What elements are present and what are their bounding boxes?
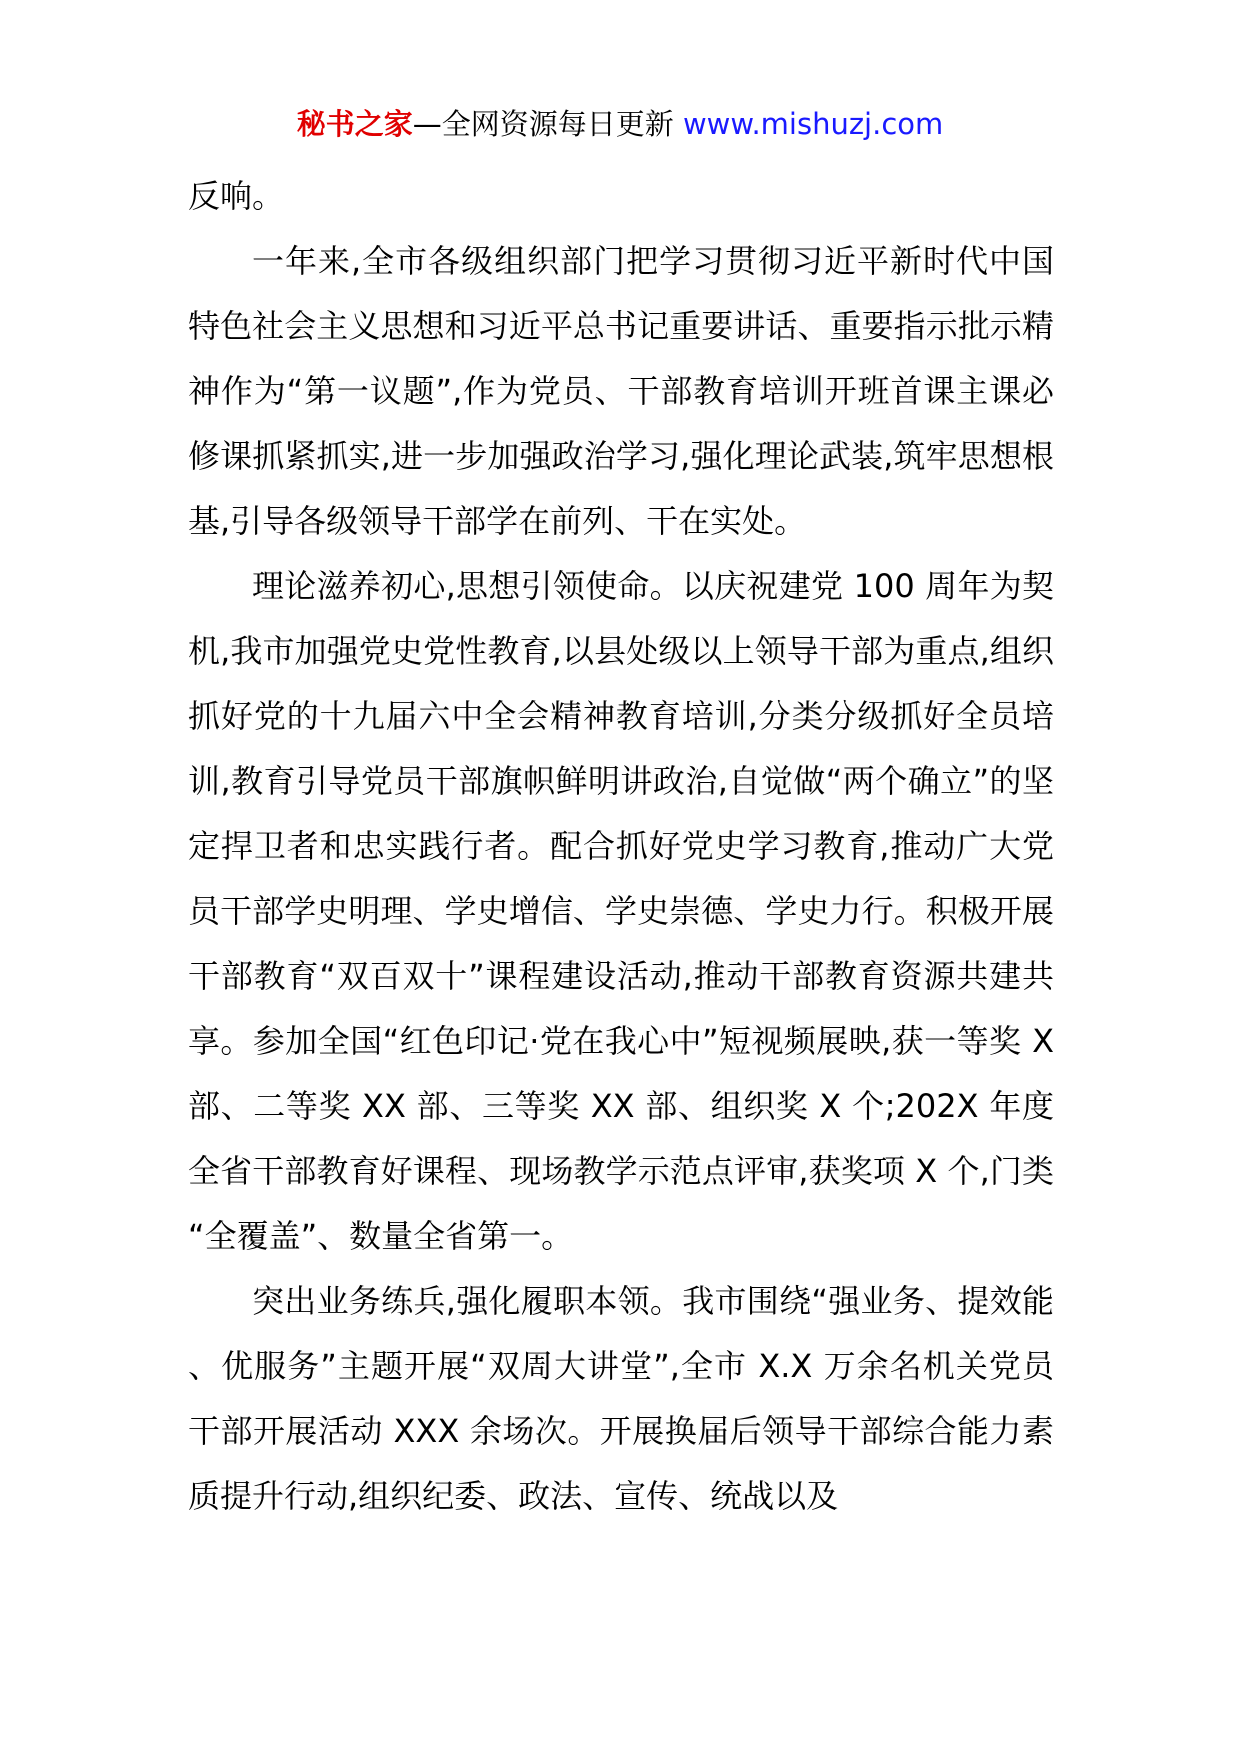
paragraph: 一年来,全市各级组织部门把学习贯彻习近平新时代中国特色社会主义思想和习近平总书记重要讲话、重要指示批示精神作为“第一议题”,作为党员、干部教育培训开班首课主课必修课抓紧抓实,进一步加强政治学习,强化理论武装,筑牢思想根基,引导各级领导干部学在前列、干在实处。 <box>188 242 1054 540</box>
header-tagline: —全网资源每日更新 <box>412 107 674 141</box>
page-header <box>0 104 1240 144</box>
paragraph-continuation: 反响。 <box>188 177 285 215</box>
paragraph: 突出业务练兵,强化履职本领。我市围绕“强业务、提效能、优服务”主题开展“双周大讲堂”,全市 X.X 万余名机关党员干部开展活动 XXX 余场次。开展换届后领导干部综合能力素质提升行动,组织纪委、政法、宣传、统战以及 <box>188 1282 1054 1515</box>
brand-name: 秘书之家 <box>296 107 413 141</box>
document-body <box>188 164 1054 1529</box>
site-url-link[interactable]: www.mishuzj.com <box>682 107 944 141</box>
paragraph: 理论滋养初心,思想引领使命。以庆祝建党 100 周年为契机,我市加强党史党性教育,以县处级以上领导干部为重点,组织抓好党的十九届六中全会精神教育培训,分类分级抓好全员培训,教育引导党员干部旗帜鲜明讲政治,自觉做“两个确立”的坚定捍卫者和忠实践行者。配合抓好党史学习教育,推动广大党员干部学史明理、学史增信、学史崇德、学史力行。积极开展干部教育“双百双十”课程建设活动,推动干部教育资源共建共享。参加全国“红色印记·党在我心中”短视频展映,获一等奖 X 部、二等奖 XX 部、三等奖 XX 部、组织奖 X 个;202X 年度全省干部教育好课程、现场教学示范点评审,获奖项 X 个,门类“全覆盖”、数量全省第一。 <box>188 567 1054 1255</box>
